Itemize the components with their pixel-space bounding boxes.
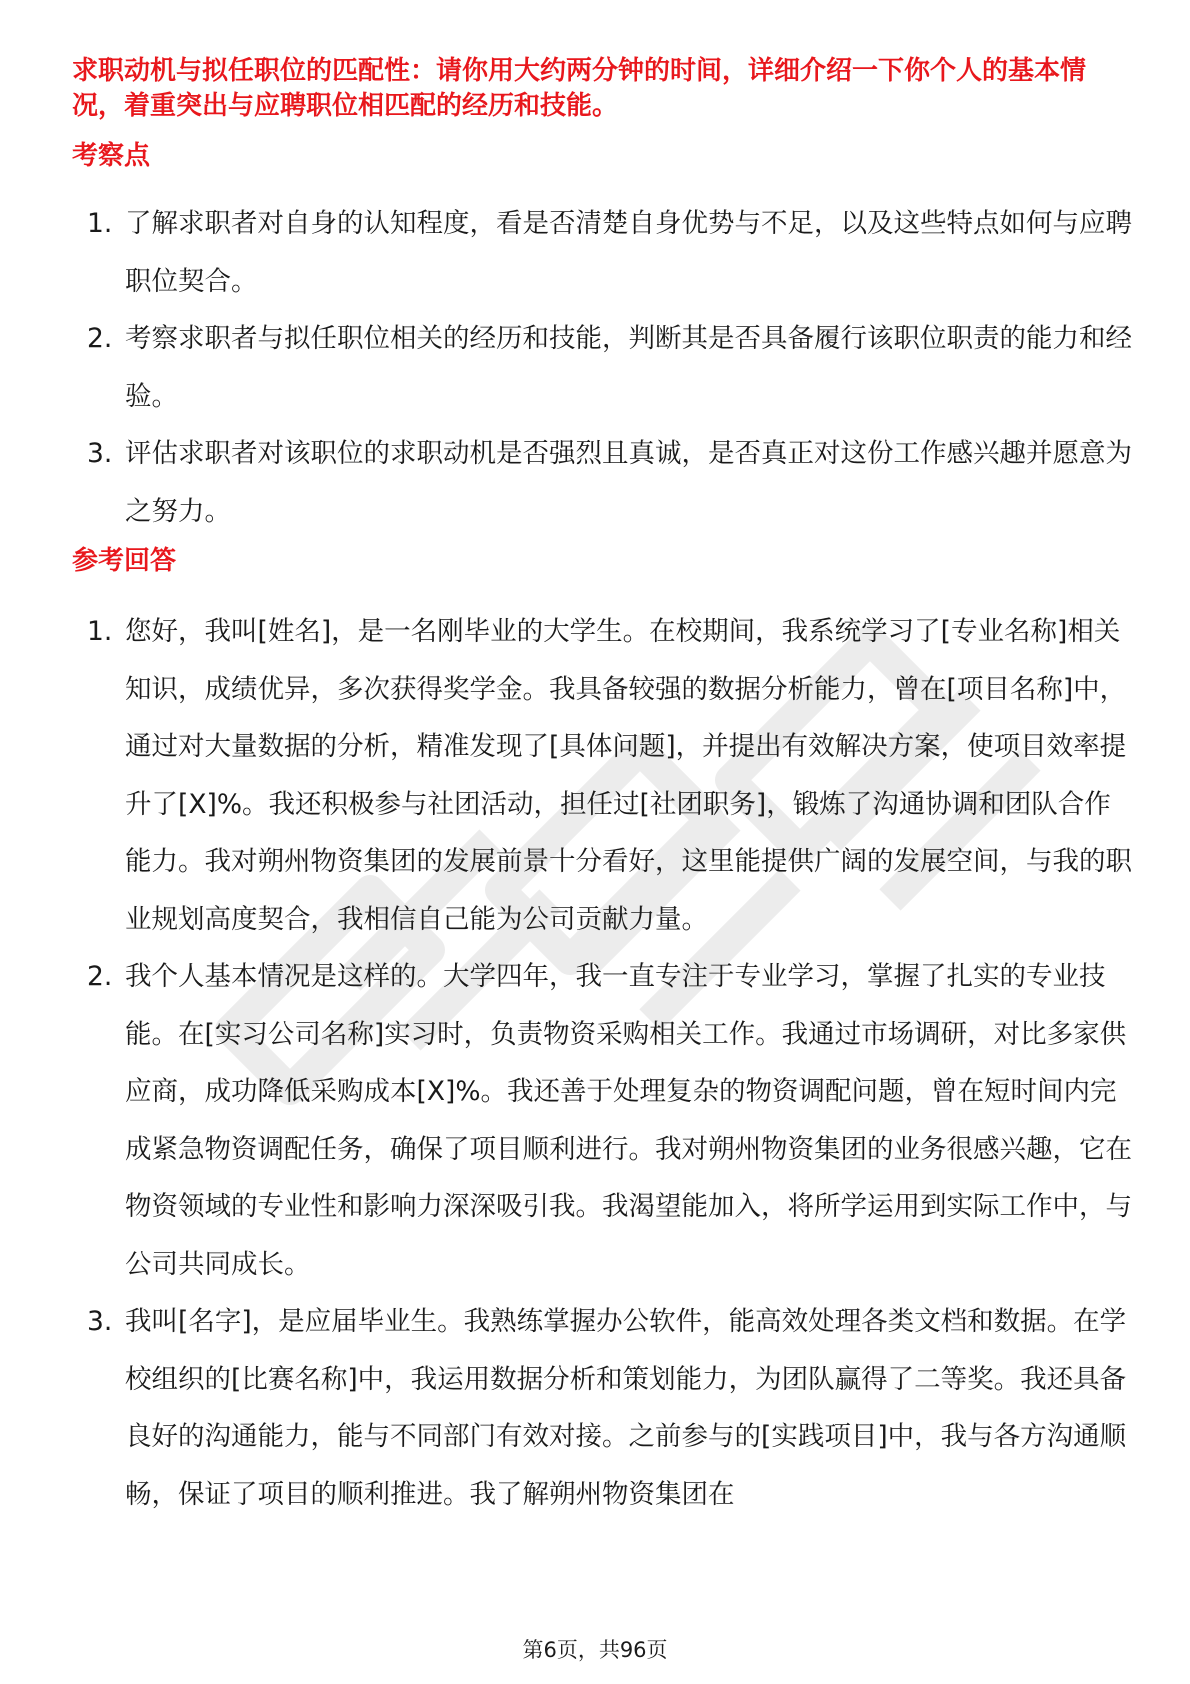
list-item-text: 考察求职者与拟任职位相关的经历和技能，判断其是否具备履行该职位职责的能力和经验。 [125,323,1132,412]
list-item-text: 我个人基本情况是这样的。大学四年，我一直专注于专业学习，掌握了扎实的专业技能。在[实习公司名称]实习时，负责物资采购相关工作。我通过市场调研，对比多家供应商，成功降低采购成本[X]%。我还善于处理复杂的物资调配问题，曾在短时间内完成紧急物资调配任务，确保了项目顺利进行。我对朔州物资集团的业务很感兴趣，它在物资领域的专业性和影响力深深吸引我。我渴望能加入，将所学运用到实际工作中，与公司共同成长。 [125,961,1132,1280]
list-item-number: 2. [87,323,113,354]
list-item-number: 2. [87,961,113,992]
list-item-text: 了解求职者对自身的认知程度，看是否清楚自身优势与不足，以及这些特点如何与应聘职位契合。 [125,208,1132,297]
list-item [72,948,1132,1293]
list-item [72,603,1132,948]
list-item-text: 您好，我叫[姓名]，是一名刚毕业的大学生。在校期间，我系统学习了[专业名称]相关知识，成绩优异，多次获得奖学金。我具备较强的数据分析能力，曾在[项目名称]中，通过对大量数据的分析，精准发现了[具体问题]，并提出有效解决方案，使项目效率提升了[X]%。我还积极参与社团活动，担任过[社团职务]，锻炼了沟通协调和团队合作能力。我对朔州物资集团的发展前景十分看好，这里能提供广阔的发展空间，与我的职业规划高度契合，我相信自己能为公司贡献力量。 [125,616,1132,935]
list-item-text: 评估求职者对该职位的求职动机是否强烈且真诚，是否真正对这份工作感兴趣并愿意为之努力。 [125,438,1132,527]
list-item [72,425,1132,540]
list-item-text: 我叫[名字]，是应届毕业生。我熟练掌握办公软件，能高效处理各类文档和数据。在学校组织的[比赛名称]中，我运用数据分析和策划能力，为团队赢得了二等奖。我还具备良好的沟通能力，能与不同部门有效对接。之前参与的[实践项目]中，我与各方沟通顺畅，保证了项目的顺利推进。我了解朔州物资集团在 [125,1306,1127,1510]
list-item-number: 1. [87,616,113,647]
question-heading: 求职动机与拟任职位的匹配性：请你用大约两分钟的时间，详细介绍一下你个人的基本情况，着重突出与应聘职位相匹配的经历和技能。 [72,56,1087,121]
list-item [72,310,1132,425]
points-section-title: 考察点 [72,141,151,171]
list-item-number: 1. [87,208,113,239]
list-item-number: 3. [87,1306,113,1337]
answers-list [72,603,1132,1523]
list-item [72,195,1132,310]
answers-section-title: 参考回答 [72,546,177,576]
list-item [72,1293,1132,1523]
points-list [72,195,1132,540]
list-item-number: 3. [87,438,113,469]
page-footer: 第6页，共96页 [522,1638,668,1662]
